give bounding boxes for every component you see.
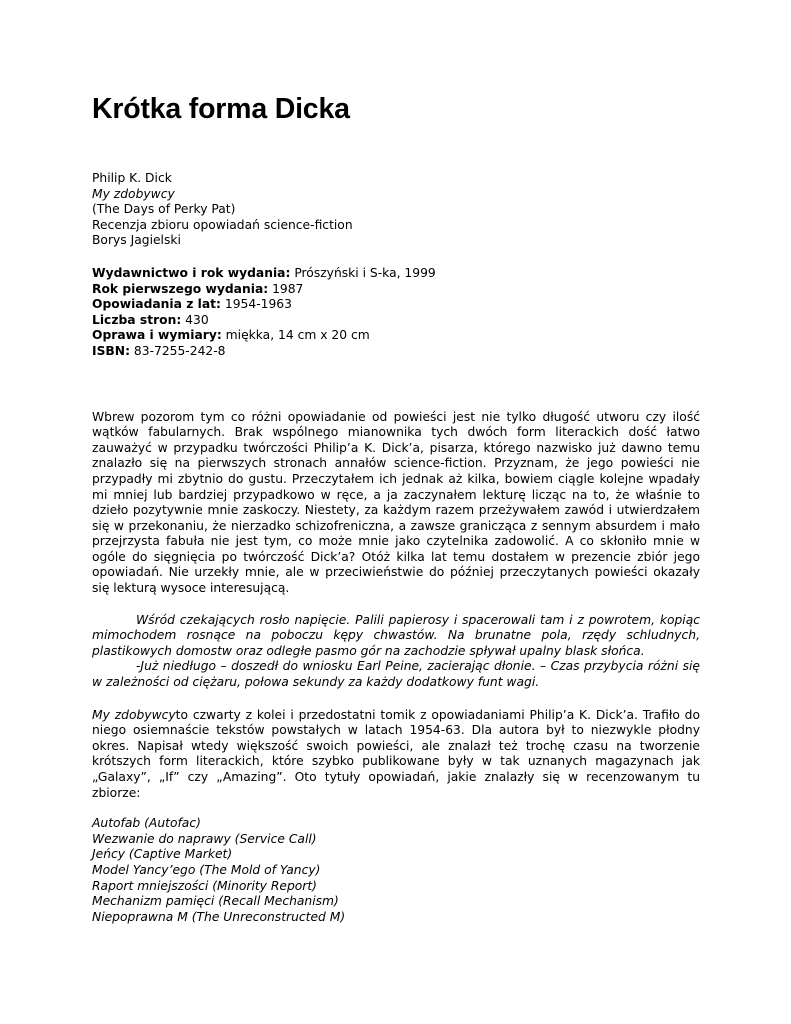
list-item: Raport mniejszości (Minority Report) [92, 878, 317, 893]
list-item: Mechanizm pamięci (Recall Mechanism) [92, 894, 339, 909]
list-item: Model Yancy’ego (The Mold of Yancy) [92, 862, 321, 877]
pub-isbn: ISBN: 83-7255-242-8 [92, 343, 226, 358]
paragraph-intro: Wbrew pozorom tym co różni opowiadanie od powieści jest nie tylko długość utworu czy ilość wątków fabularnych. Brak wspólnego mianownika tych dwóch form literackich dość łatwo zauważyć w przypadku twórczości Philip’a K. Dick’a, pisarza, którego nazwisko już dawno temu znalazło się na pierwszych stronach annałów science-fiction. Przyznam, że jego powieści nie przypadły mi zbytnio do gustu. Przeczytałem ich jednak aż kilka, bowiem ciągle kolejne wpadały mi mniej lub bardziej przypadkowo w ręce, a ja zaczynałem lekturę licząc na to, że właśnie to dzieło pozytywnie mnie zaskoczy. Niestety, za każdym razem przeżywałem zawód i utwierdzałem się w przekonaniu, że nierzadko schizofreniczna, a zawsze granicząca z sennym absurdem i mało przejrzysta fabuła nie jest tym, co może mnie jako czytelnika zadowolić. A co skłoniło mnie w ogóle do sięgnięcia po twórczość Dick’a? Otóż kilka lat temu dostałem w prezencie zbiór jego opowiadań. Nie urzekły mnie, ale w przeciwieństwie do później przeczytanych powieści okazały się lekturą wysoce interesującą. [92, 409, 700, 596]
document-page [92, 92, 700, 925]
pub-years: Opowiadania z lat: 1954-1963 [92, 297, 292, 312]
pub-first-edition: Rok pierwszego wydania: 1987 [92, 281, 304, 296]
original-title: (The Days of Perky Pat) [92, 202, 236, 217]
collection-title: My zdobywcy [92, 707, 176, 722]
quote-paragraph-2: -Już niedługo – doszedł do wniosku Earl Peine, zacierając dłonie. – Czas przybycia różni się w zależności od ciężaru, połowa sekundy za każdy dodatkowy funt wagi. [92, 659, 700, 690]
list-item: Niepoprawna M (The Unreconstructed M) [92, 909, 346, 924]
list-item: Jeńcy (Captive Market) [92, 847, 233, 862]
review-type: Recenzja zbioru opowiadań science-fiction [92, 217, 353, 232]
publication-details [92, 266, 700, 360]
quote-paragraph-1: Wśród czekających rosło napięcie. Palili papierosy i spacerowali tam i z powrotem, kopiąc mimochodem rosnące na poboczu kępy chwastów. Na brunatne pola, rzędy schludnych, plastikowych domostw oraz odległe pasmo gór na zachodzie spływał upalny blask słońca. [92, 612, 700, 658]
book-title: My zdobywcy [92, 186, 175, 201]
pub-pages: Liczba stron: 430 [92, 312, 209, 327]
page-title: Krótka forma Dicka [92, 93, 350, 125]
list-item: Autofab (Autofac) [92, 816, 201, 831]
paragraph-collection: My zdobywcyto czwarty z kolei i przedostatni tomik z opowiadaniami Philip’a K. Dick’a. Trafiło do niego osiemnaście tekstów powstałych w latach 1954-63. Dla autora był to niezwykle płodny okres. Napisał wtedy większość swoich powieści, ale znalazł też trochę czasu na tworzenie krótszych form literackich, które szybko publikowane były w tak uznanych magazynach jak „Galaxy”, „If” czy „Amazing”. Oto tytuły opowiadań, jakie znalazły się w recenzowanym tu zbiorze: [92, 707, 700, 800]
story-list [92, 816, 700, 925]
list-item: Wezwanie do naprawy (Service Call) [92, 831, 317, 846]
pub-binding: Oprawa i wymiary: miękka, 14 cm x 20 cm [92, 328, 370, 343]
pub-publisher: Wydawnictwo i rok wydania: Prószyński i S-ka, 1999 [92, 265, 436, 280]
reviewer: Borys Jagielski [92, 233, 181, 248]
book-meta [92, 171, 700, 249]
author: Philip K. Dick [92, 171, 172, 185]
quote-block [92, 613, 700, 691]
